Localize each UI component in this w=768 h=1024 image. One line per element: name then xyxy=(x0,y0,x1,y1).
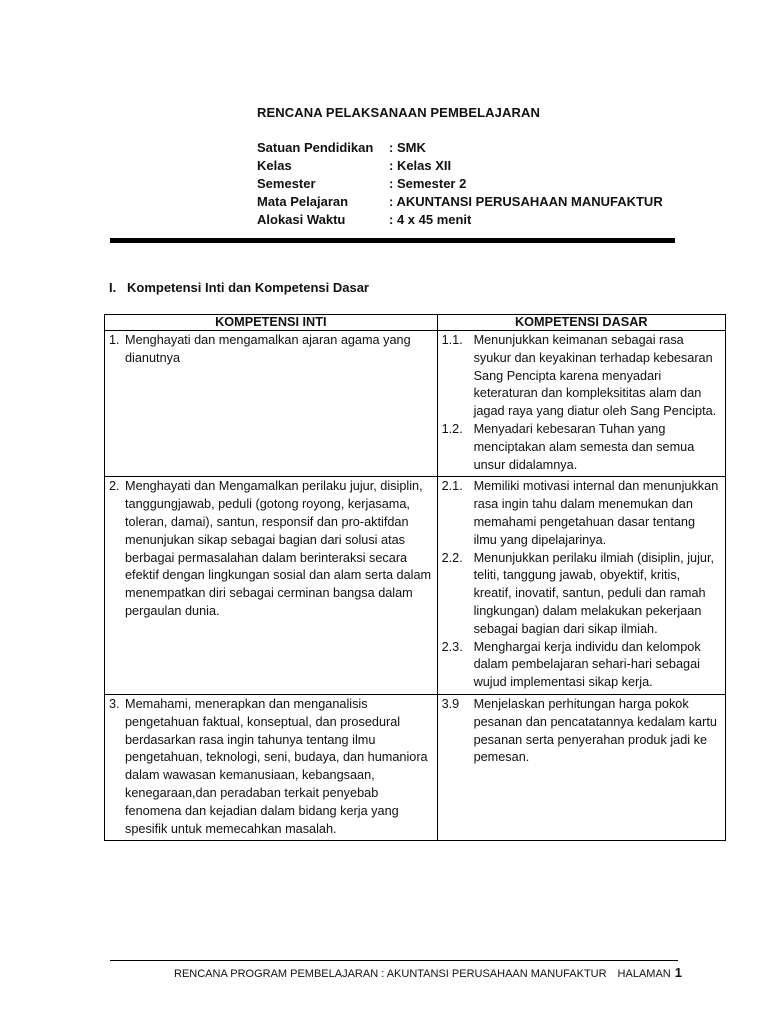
header-kompetensi-dasar: KOMPETENSI DASAR xyxy=(437,315,725,331)
footer-page-number: 1 xyxy=(674,965,682,980)
kd-text: Menunjukkan perilaku ilmiah (disiplin, jujur, teliti, tanggung jawab, obyektif, kritis, kreatif, inovatif, santun, peduli dan ramah lingkungan) dalam melakukan pekerjaan sebagai bagian dari sikap ilmiah. xyxy=(473,550,715,636)
meta-value: : SMK xyxy=(389,140,426,155)
kd-number: 2.3. xyxy=(441,639,463,654)
kd-text: Menjelaskan perhitungan harga pokok pesanan dan pencatatannya kedalam kartu pesanan serta penyerahan produk jadi ke pemesan. xyxy=(473,696,717,765)
meta-value: : AKUNTANSI PERUSAHAAN MANUFAKTUR xyxy=(389,194,663,209)
kd-text: Menghargai kerja individu dan kelompok dalam pembelajaran sehari-hari sebagai wujud implementasi sikap kerja. xyxy=(473,639,701,690)
meta-row-semester xyxy=(257,175,663,193)
ki-text: Menghayati dan mengamalkan ajaran agama yang dianutnya xyxy=(125,333,411,365)
kd-cell xyxy=(437,477,725,695)
meta-row-satuan xyxy=(257,139,663,157)
header-divider xyxy=(110,238,675,243)
ki-number: 2. xyxy=(109,479,120,494)
ki-cell xyxy=(105,477,438,695)
section-number: I. xyxy=(109,280,117,295)
footer-text: RENCANA PROGRAM PEMBELAJARAN : AKUNTANSI PERUSAHAAN MANUFAKTUR xyxy=(174,968,607,980)
ki-text: Menghayati dan Mengamalkan perilaku jujur, disiplin, tanggungjawab, peduli (gotong royong, kerjasama, toleran, damai), santun, responsif dan pro-aktifdan menunjukan sikap sebagai bagian dari solusi atas berbagai permasalahan dalam berinteraksi secara efektif dengan lingkungan sosial dan alam serta dalam menempatkan diri sebagai cerminan bangsa dalam pergaulan dunia. xyxy=(125,479,432,618)
meta-row-alokasi xyxy=(257,211,663,229)
kd-number: 2.1. xyxy=(441,479,463,494)
document-meta xyxy=(257,139,663,229)
meta-label: Satuan Pendidikan xyxy=(257,140,374,155)
footer-page-label: HALAMAN xyxy=(617,968,671,980)
kd-text: Menunjukkan keimanan sebagai rasa syukur dan keyakinan terhadap kebesaran Sang Pencipta karena menyadari keteraturan dan kompleksititas alam dan jagad raya yang diatur oleh Sang Pencipta. xyxy=(473,333,717,419)
kd-number: 1.1. xyxy=(441,333,463,347)
meta-label: Alokasi Waktu xyxy=(257,212,346,227)
ki-cell xyxy=(105,331,438,477)
ki-number: 3. xyxy=(109,696,120,711)
ki-cell xyxy=(105,694,438,840)
ki-text: Memahami, menerapkan dan menganalisis pengetahuan faktual, konseptual, dan prosedural berdasarkan rasa ingin tahunya tentang ilmu pengetahuan, teknologi, seni, budaya, dan humaniora dalam wawasan kemanusiaan, kebangsaan, kenegaraan,dan peradaban terkait penyebab fenomena dan kejadian dalam bidang kerja yang spesifik untuk memecahkan masalah. xyxy=(125,696,428,836)
table-header-row xyxy=(105,315,726,331)
section-title: Kompetensi Inti dan Kompetensi Dasar xyxy=(127,280,369,295)
meta-value: : Semester 2 xyxy=(389,176,467,191)
kd-cell xyxy=(437,331,725,477)
meta-value: : Kelas XII xyxy=(389,158,452,173)
kd-number: 2.2. xyxy=(441,550,463,565)
page-footer xyxy=(174,965,682,980)
table-row xyxy=(105,477,726,695)
kd-text: Menyadari kebesaran Tuhan yang menciptakan alam semesta dan semua unsur didalamnya. xyxy=(473,421,695,472)
table-row xyxy=(105,694,726,840)
meta-value: : 4 x 45 menit xyxy=(389,212,472,227)
kd-number: 1.2. xyxy=(441,421,463,436)
kd-text: Memiliki motivasi internal dan menunjukkan rasa ingin tahu dalam menemukan dan memahami pengetahuan dasar tentang ilmu yang dipelajarinya. xyxy=(473,479,719,547)
kd-number: 3.9 xyxy=(441,696,460,711)
meta-row-kelas xyxy=(257,157,663,175)
table-row xyxy=(105,331,726,477)
ki-number: 1. xyxy=(109,333,120,347)
document-title: RENCANA PELAKSANAAN PEMBELAJARAN xyxy=(257,105,540,120)
competency-table xyxy=(104,314,726,841)
footer-divider xyxy=(110,960,678,961)
meta-label: Mata Pelajaran xyxy=(257,194,349,209)
meta-label: Kelas xyxy=(257,158,292,173)
header-kompetensi-inti: KOMPETENSI INTI xyxy=(105,315,438,331)
meta-label: Semester xyxy=(257,176,316,191)
section-heading xyxy=(109,280,369,295)
meta-row-mapel xyxy=(257,193,663,211)
kd-cell xyxy=(437,694,725,840)
